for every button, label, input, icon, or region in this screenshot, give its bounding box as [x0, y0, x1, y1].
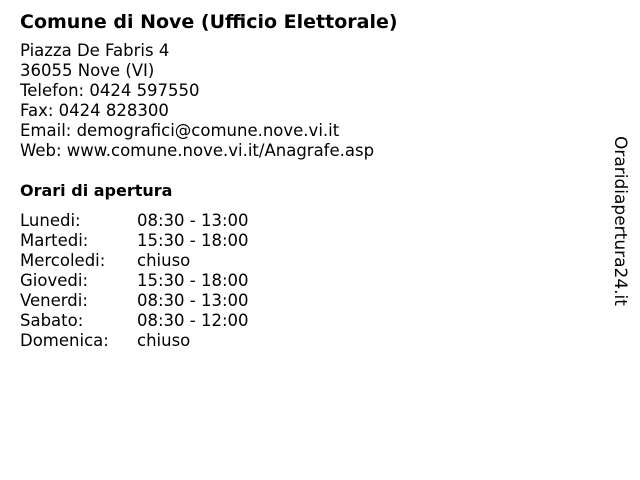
hours-table	[20, 211, 600, 351]
office-title: Comune di Nove (Ufficio Elettorale)	[20, 11, 398, 33]
hours-day: Sabato:	[20, 311, 84, 330]
hours-time: chiuso	[137, 251, 191, 270]
hours-heading: Orari di apertura	[20, 181, 173, 200]
brand-watermark: Oraridiapertura24.it	[610, 136, 630, 306]
hours-day: Martedi:	[20, 231, 89, 250]
hours-time: 08:30 - 13:00	[137, 291, 249, 310]
address-phone: Telefon: 0424 597550	[20, 81, 200, 100]
hours-day: Giovedi:	[20, 271, 88, 290]
address-web: Web: www.comune.nove.vi.it/Anagrafe.asp	[20, 141, 375, 160]
hours-day: Lunedi:	[20, 211, 81, 230]
address-email: Email: demografici@comune.nove.vi.it	[20, 121, 340, 140]
hours-day: Venerdi:	[20, 291, 88, 310]
hours-time: 15:30 - 18:00	[137, 271, 249, 290]
hours-row	[20, 331, 600, 351]
hours-day: Mercoledi:	[20, 251, 106, 270]
hours-time: 15:30 - 18:00	[137, 231, 249, 250]
address-street: Piazza De Fabris 4	[20, 41, 170, 60]
hours-row	[20, 231, 600, 251]
address-block	[20, 41, 600, 161]
hours-time: 08:30 - 13:00	[137, 211, 249, 230]
address-fax: Fax: 0424 828300	[20, 101, 169, 120]
hours-row	[20, 291, 600, 311]
address-city: 36055 Nove (VI)	[20, 61, 155, 80]
hours-row	[20, 311, 600, 331]
hours-row	[20, 271, 600, 291]
office-card	[20, 10, 600, 351]
hours-row	[20, 251, 600, 271]
hours-row	[20, 211, 600, 231]
hours-day: Domenica:	[20, 331, 109, 350]
hours-time: 08:30 - 12:00	[137, 311, 249, 330]
hours-time: chiuso	[137, 331, 191, 350]
